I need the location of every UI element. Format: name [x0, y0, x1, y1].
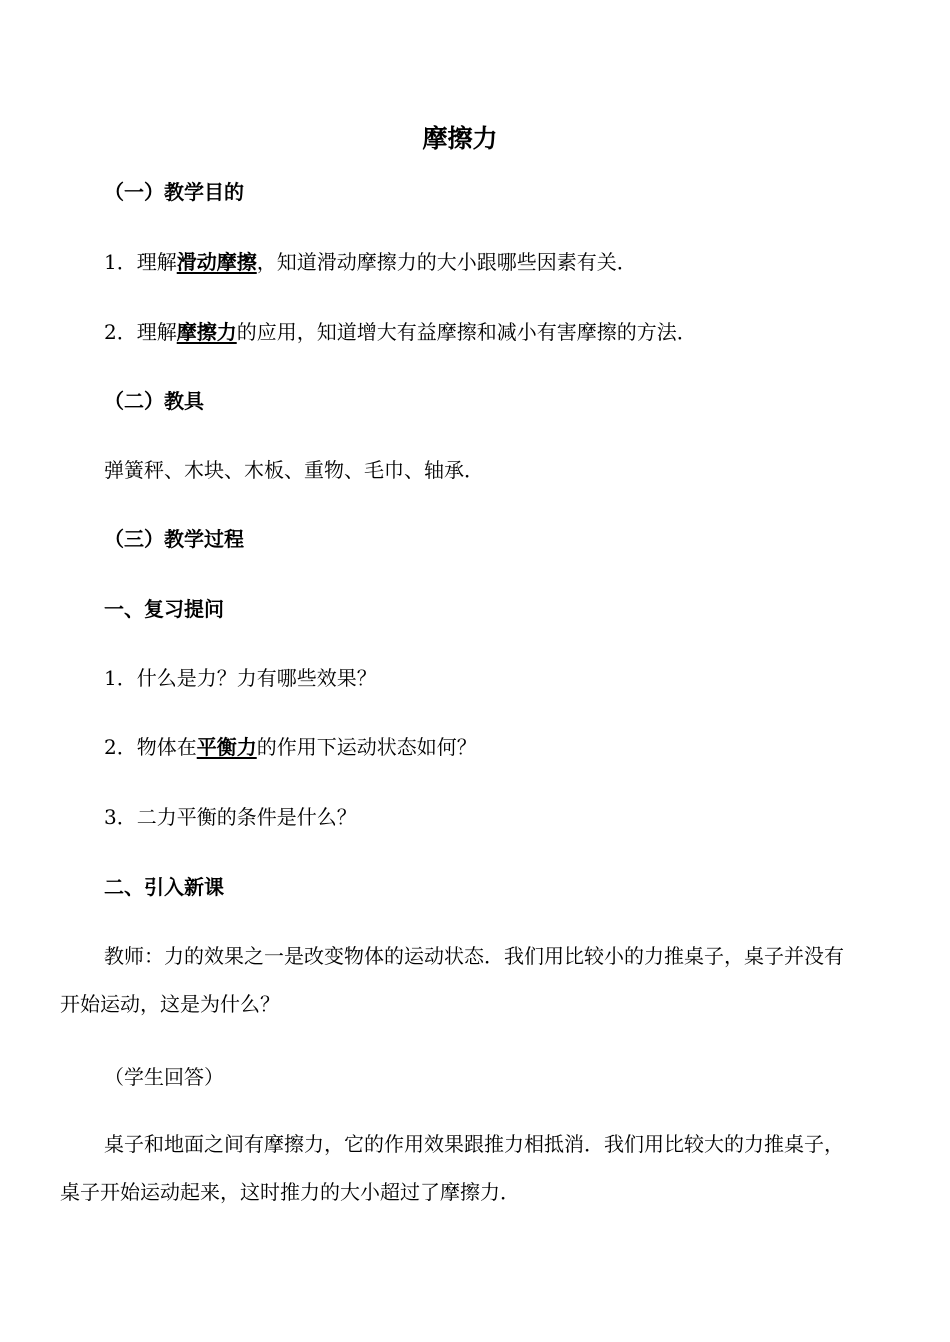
question-2-prefix: 2．物体在: [104, 735, 197, 759]
review-heading: 一、复习提问: [104, 597, 224, 621]
review-question-3: 3．二力平衡的条件是什么？: [104, 805, 357, 829]
page-title: 摩擦力: [422, 124, 498, 153]
goal-item-2: [104, 320, 697, 344]
goal-1-suffix: ，知道滑动摩擦力的大小跟哪些因素有关．: [256, 250, 637, 274]
tools-list: 弹簧秤、木块、木板、重物、毛巾、轴承．: [104, 458, 484, 482]
question-2-suffix: 的作用下运动状态如何？: [256, 735, 477, 759]
goal-1-prefix: 1．理解: [104, 250, 177, 274]
new-lesson-heading: 二、引入新课: [104, 875, 224, 899]
goals-heading: （一）教学目的: [104, 180, 244, 204]
goal-2-suffix: 的应用，知道增大有益摩擦和减小有害摩擦的方法．: [236, 320, 697, 344]
review-question-2: [104, 735, 477, 759]
keyword-link-balanced-force[interactable]: 平衡力: [196, 735, 257, 759]
review-question-1: 1．什么是力？力有哪些效果？: [104, 666, 377, 690]
goal-2-prefix: 2．理解: [104, 320, 177, 344]
teacher-paragraph: 教师：力的效果之一是改变物体的运动状态．我们用比较小的力推桌子，桌子并没有开始运动，这是为什么？: [60, 944, 844, 1016]
explanation-paragraph: 桌子和地面之间有摩擦力，它的作用效果跟推力相抵消．我们用比较大的力推桌子，桌子开始运动起来，这时推力的大小超过了摩擦力．: [60, 1132, 844, 1204]
student-answer-note: （学生回答）: [104, 1065, 224, 1089]
keyword-link-friction[interactable]: 摩擦力: [176, 320, 237, 344]
process-heading: （三）教学过程: [104, 527, 244, 551]
tools-heading: （二）教具: [104, 389, 204, 413]
keyword-link-sliding-friction[interactable]: 滑动摩擦: [176, 250, 257, 274]
goal-item-1: [104, 250, 637, 274]
